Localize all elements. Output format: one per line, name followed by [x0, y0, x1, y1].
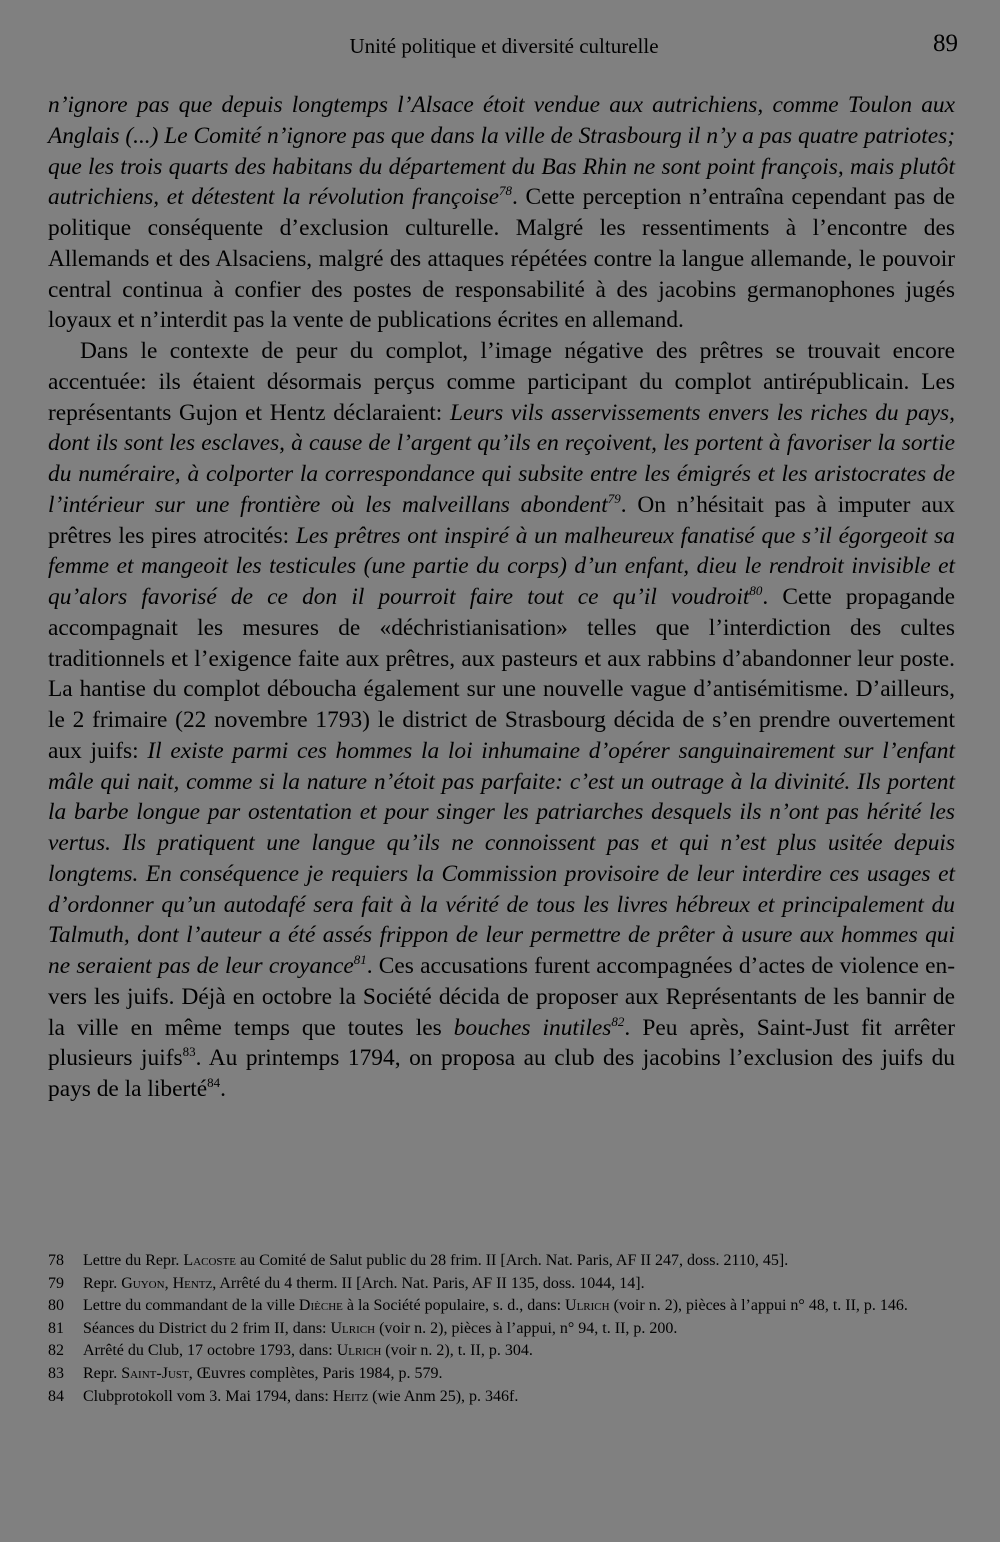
text-run: .	[220, 1076, 226, 1102]
footnote-number: 82	[48, 1342, 64, 1360]
running-title: Unité politique et diversité culturelle	[349, 34, 659, 58]
text-run: . Au printemps 1794, on proposa au club des jacobins l’exclusion des juifs du pays de la liberté	[48, 1045, 955, 1102]
footnote-ref: 80	[749, 583, 763, 598]
footnote-text	[83, 1295, 958, 1318]
text-run: Arrêté du Club, 17 octobre 1793, dans:	[83, 1342, 337, 1360]
author-name: Guyon	[121, 1274, 165, 1292]
body-text	[48, 90, 955, 1105]
footnote-ref: 83	[182, 1044, 196, 1060]
italic-quote: bouches inutiles	[453, 1014, 612, 1041]
text-run: , Arrêté du 4 therm. II [Arch. Nat. Paris, AF II 135, doss. 1044, 14].	[212, 1274, 645, 1292]
text-run: (voir n. 2), pièces à l’appui n° 48, t. II, p. 146.	[609, 1297, 908, 1315]
italic-quote: Les prêtres ont inspiré à un malheureux fanatisé que s’il égorgeoit sa femme et mangeoit les testicules (une partie du corps) d’un enfant, dieu le rendroit invisible et qu’alors favorisé de ce don il pourroit faire tout ce qu’il voudroit	[48, 522, 955, 610]
footnote	[48, 1363, 958, 1386]
footnote-text	[83, 1250, 958, 1273]
footnote-ref: 78	[499, 183, 512, 199]
footnote	[48, 1318, 958, 1341]
author-name: Ulrich	[330, 1319, 376, 1337]
text-run: au Comité de Salut public du 28 frim. II [Arch. Nat. Paris, AF II 247, doss. 2110, 45].	[235, 1252, 789, 1269]
footnote-text	[83, 1386, 958, 1409]
text-run: , Œuvres complètes, Paris 1984, p. 579.	[188, 1364, 443, 1382]
footnote	[48, 1250, 958, 1273]
footnote-number: 84	[48, 1387, 64, 1405]
footnote-ref: 81	[353, 952, 367, 967]
text-run: (voir n. 2), t. II, p. 304.	[381, 1342, 533, 1360]
text-run: Séances du District du 2 frim II, dans:	[83, 1319, 331, 1337]
footnote-text	[83, 1340, 958, 1363]
footnote	[48, 1295, 958, 1318]
author-name: Dièche	[298, 1297, 343, 1315]
footnote-ref: 82	[611, 1013, 625, 1029]
footnote-number: 81	[48, 1319, 64, 1337]
footnote-number: 80	[48, 1297, 64, 1315]
page-header	[48, 30, 960, 64]
footnote-number: 79	[48, 1274, 64, 1292]
paragraph	[48, 90, 955, 336]
author-name: Ulrich	[336, 1342, 382, 1360]
footnote-number: 78	[48, 1252, 64, 1269]
footnote-ref: 79	[607, 490, 621, 506]
footnotes	[48, 1250, 958, 1408]
author-name: Hentz	[172, 1274, 213, 1292]
text-run: . On n’hésitait pas à imputer aux prêtres les pires atrocités:	[48, 491, 956, 549]
text-run: Clubprotokoll vom 3. Mai 1794, dans:	[83, 1387, 333, 1405]
text-run: Repr.	[83, 1364, 122, 1382]
italic-quote: Leurs vils asservissements envers les riches du pays, dont ils sont les esclaves, à cause de l’argent qu’ils en reçoivent, les portent à favoriser la sortie du numéraire, à colporter la correspondance qui subsite entre les émigrés et les aristocrates de l’intérieur sur une frontière où les malveillans abondent	[48, 399, 955, 518]
text-run: Dans le contexte de peur du complot, l’image négative des prêtres se trouvait encore accentuée: ils étaient désormais perçus comme participant du complot antirépublicain. Les représentants Gujon et Hentz déclaraient:	[48, 338, 955, 426]
text-run: (voir n. 2), pièces à l’appui, n° 94, t. II, p. 200.	[375, 1319, 678, 1337]
author-name: Saint-Just	[121, 1364, 189, 1382]
footnote-ref: 84	[207, 1075, 221, 1090]
text-run: Lettre du commandant de la ville	[83, 1297, 299, 1315]
text-run: . Peu après, Saint-Just fit arrêter plusieurs juifs	[48, 1014, 955, 1072]
author-name: Heitz	[332, 1387, 369, 1405]
text-run: (wie Anm 25), p. 346f.	[368, 1387, 519, 1405]
text-run: . Cette perception n’entraîna cependant pas de politique conséquente d’exclusion culturelle. Malgré les ressentiments à l’encontre des Allemands et des Alsaciens, malgré des attaques répétées contre la langue allemande, le pouvoir central continua à confier des postes de responsabilité à des jacobins germanophones jugés loyaux et n’interdit pas la vente de publications écrites en allemand.	[48, 184, 955, 334]
footnote-text	[83, 1273, 958, 1296]
text-run: ,	[164, 1274, 173, 1292]
footnote-text	[83, 1363, 958, 1386]
footnote	[48, 1386, 958, 1409]
text-run: Repr.	[83, 1274, 122, 1292]
footnote	[48, 1273, 958, 1296]
text-run: . Cette propagande accompagnait les mesures de «déchristianisation» telles que l’interdiction des cultes traditionnels et l’exigence faite aux prêtres, aux pasteurs et aux rabbins d’abandonner leur poste. La hantise du complot déboucha également sur une nouvelle vague d’antisémitisme. D’ailleurs, le 2 frimaire (22 novembre 1793) le district de Strasbourg décida de s’en prendre ouvertement aux juifs:	[48, 584, 955, 764]
italic-quote: Il existe parmi ces hommes la loi inhumaine d’opérer sanguinairement sur l’enfant mâle qui nait, comme si la nature n’étoit pas parfaite: c’est un outrage à la divinité. Ils portent la barbe longue par ostentation et pour singer les patriarches desquels ils n’ont pas hérité les vertus. Ils pratiquent une langue qu’ils ne connoissent pas et qui n’est plus usitée depuis longtems. En conséquence je requiers la Commission provisoire de leur interdire ces usages et d’ordonner qu’un autodafé sera fait à la vérité de tous les livres hébreux et principalement du Talmuth, dont l’auteur a été assés frippon de leur permettre de prêter à usure aux hommes qui ne seraient pas de leur croyance	[48, 737, 955, 979]
footnote-number: 83	[48, 1364, 64, 1382]
footnote	[48, 1340, 958, 1363]
text-run: Lettre du Repr.	[83, 1252, 184, 1269]
text-run: . Ces accusations furent accompagnées d’actes de violence envers les juifs. Déjà en octobre la Société décida de proposer aux Représentants de les bannir de la ville en même temps que toutes les	[48, 953, 955, 1041]
italic-quote: n’ignore pas que depuis longtemps l’Alsace étoit vendue aux autrichiens, comme Toulon aux Anglais (...) Le Comité n’ignore pas que dans la ville de Strasbourg il n’y a pas quatre patriotes; que les trois quarts des habitans du département du Bas Rhin ne sont point françois, mais plutôt autrichiens, et détestent la révolution françoise	[48, 92, 955, 211]
text-run: à la Société populaire, s. d., dans:	[342, 1297, 566, 1315]
paragraph	[48, 336, 955, 1105]
author-name: Ulrich	[565, 1297, 610, 1315]
page-number: 89	[933, 30, 958, 57]
author-name: Lacoste	[183, 1252, 236, 1269]
footnote-text	[83, 1318, 958, 1341]
